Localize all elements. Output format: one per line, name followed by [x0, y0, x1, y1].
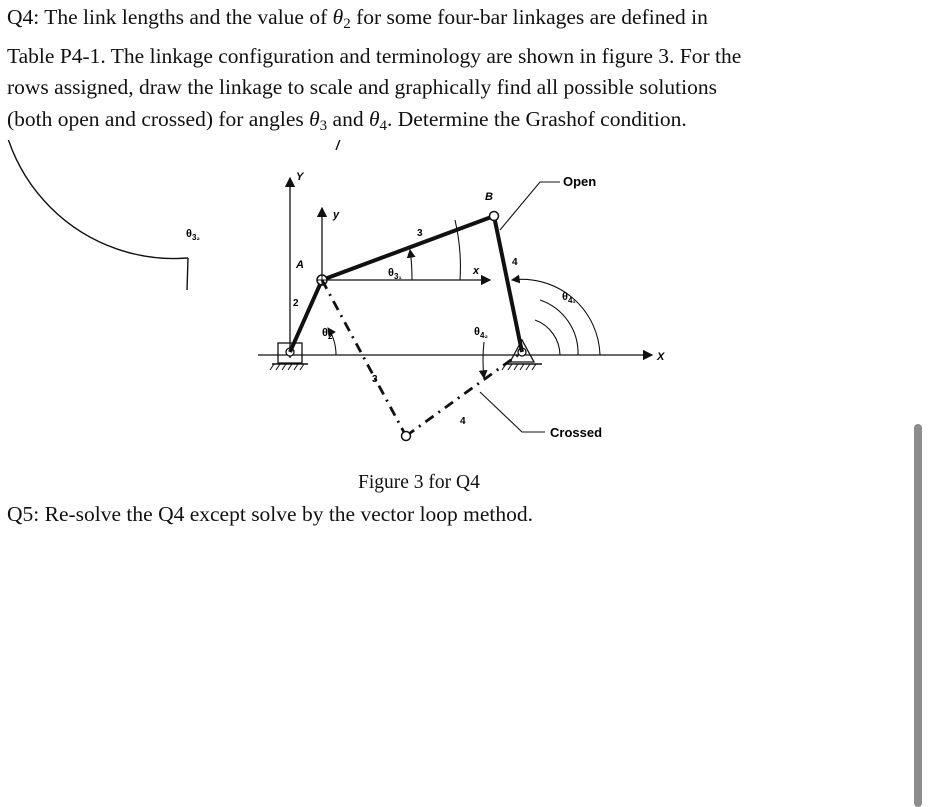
four-bar-linkage-figure: [0, 140, 720, 470]
label-theta2: $\theta_2$: [322, 327, 333, 341]
theta3-open-arc: [410, 250, 412, 280]
theta-symbol: θ: [368, 106, 380, 131]
label-link-2: 2: [293, 298, 299, 309]
theta-symbol: θ: [332, 5, 344, 29]
question-5-text: Q5: Re-solve the Q4 except solve by the vector loop method.: [7, 502, 534, 526]
label-link-3-crossed: 3: [372, 374, 378, 385]
label-axis-x-global: X: [657, 351, 665, 363]
label-crossed: Crossed: [550, 425, 603, 440]
vertical-scrollbar[interactable]: [914, 424, 922, 807]
theta-subscript: 2: [343, 16, 351, 32]
link-2: [290, 280, 322, 352]
q4-line-2: Table P4-1. The linkage configuration and terminology are shown in figure 3. For the: [7, 43, 742, 68]
question-4-text: [7, 2, 867, 142]
label-theta3-open: $\theta_{3_1}$: [388, 267, 402, 281]
joint-b-crossed: [402, 432, 411, 441]
q4-line-4-start: (both open and crossed) for angles: [7, 106, 310, 131]
theta-symbol: θ: [309, 106, 320, 131]
theta4-open-inner-arc-2: [535, 320, 560, 355]
label-axis-y-local: y: [333, 209, 340, 221]
label-theta4-open: $\theta_{4_1}$: [562, 291, 576, 305]
q4-line-3: rows assigned, draw the linkage to scale and graphically find all possible solutions: [7, 75, 717, 99]
label-theta4-crossed: $\theta_{4_2}$: [474, 326, 488, 340]
label-link-3-open: 3: [417, 228, 423, 239]
q4-line-1-end: for some four-bar linkages are defined in: [350, 5, 708, 29]
label-point-b: B: [485, 191, 493, 203]
label-link-4-crossed: 4: [460, 416, 466, 427]
q4-line-4-end: . Determine the Grashof condition.: [387, 106, 687, 131]
label-axis-y-global: Y: [296, 171, 304, 183]
label-link-4-open: 4: [512, 257, 518, 268]
open-leader: [500, 182, 560, 230]
label-axis-x-local: x: [473, 265, 480, 277]
theta3-crossed-arc-start: [187, 258, 188, 290]
theta-subscript: 4: [379, 117, 388, 134]
label-theta3-crossed: $\theta_{3_2}$: [186, 228, 200, 242]
theta-subscript: 3: [319, 117, 328, 134]
label-point-a: A: [296, 259, 304, 271]
link-3-crossed: [322, 280, 406, 436]
label-open: Open: [563, 174, 597, 189]
link-3-open: [322, 216, 494, 280]
link-4-open: [494, 216, 522, 352]
q4-line-4: [7, 104, 867, 143]
crossed-leader: [480, 392, 545, 432]
joint-b-open: [490, 212, 499, 221]
q4-line-1: [7, 2, 867, 41]
theta3-crossed-arc: [0, 140, 349, 259]
q4-line-4-and: and: [327, 106, 369, 131]
q4-line-1-start: Q4: The link lengths and the value of: [7, 5, 333, 29]
theta4-open-arc: [512, 279, 600, 355]
theta4-crossed-arc: [483, 342, 484, 378]
ground-pivot-o2: [270, 343, 308, 370]
figure-caption: Figure 3 for Q4: [358, 472, 480, 493]
